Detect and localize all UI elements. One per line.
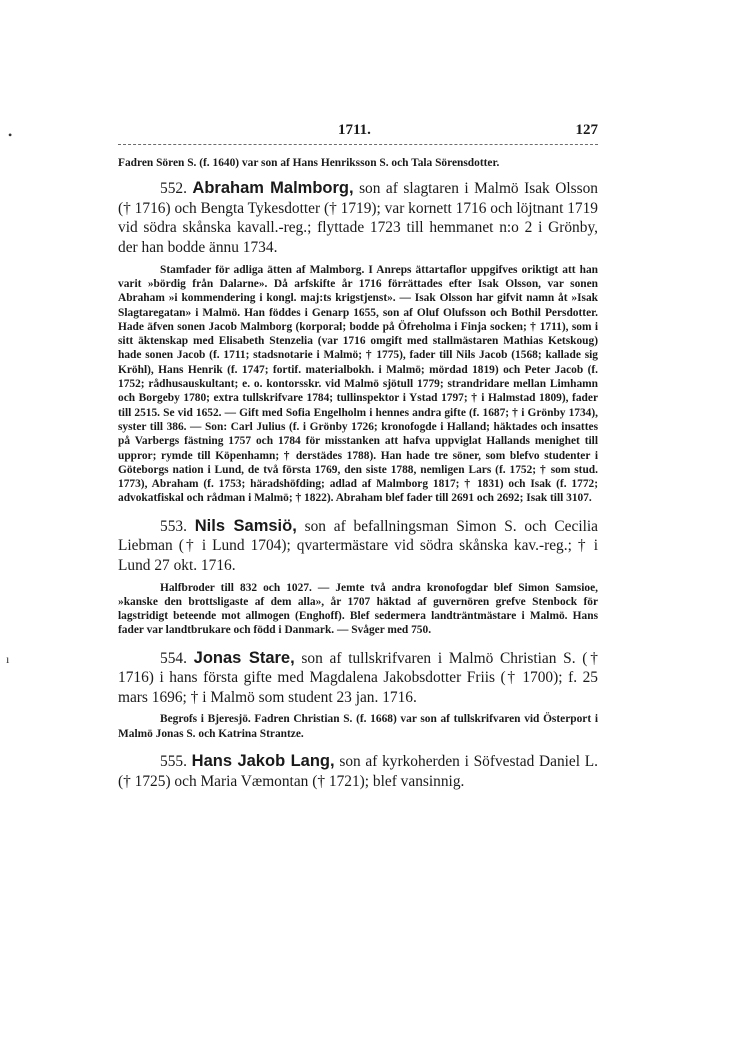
entry-552 <box>118 179 598 257</box>
page-text <box>118 156 598 791</box>
entry-555 <box>118 752 598 791</box>
margin-mark: • <box>8 128 13 142</box>
entry-name: Abraham Malmborg, <box>192 179 354 198</box>
entry-number: 554. <box>160 649 187 667</box>
entry-body: son af befallningsman Simon S. och Cecilia Liebman († i Lund 1704); qvartermästare vid södra skånska kav.-reg.; † i Lund 27 okt. 1716. <box>118 517 598 574</box>
entry-name: Hans Jakob Lang, <box>191 752 335 771</box>
header-year: 1711. <box>338 122 371 138</box>
entry-name: Jonas Stare, <box>193 648 295 667</box>
header-rule <box>118 144 598 145</box>
entry-body: son af tullskrifvaren i Malmö Christian S. († 1716) i hans första gifte med Magdalena Jakobsdotter Friis († 1700); f. 25 mars 1696; † i Malmö som student 23 jan. 1716. <box>118 649 598 706</box>
entry-body: son af kyrkoherden i Söfvestad Daniel L. († 1725) och Maria Væmontan († 1721); blef vansinnig. <box>118 753 598 790</box>
entry-note: Begrofs i Bjeresjö. Fadren Christian S. (f. 1668) var son af tullskrifvaren vid Österport i Malmö Jonas S. och Katrina Strantze. <box>118 713 598 740</box>
entry-553 <box>118 517 598 576</box>
entry-number: 555. <box>160 753 187 771</box>
entry-name: Nils Samsiö, <box>194 516 297 535</box>
page-number: 127 <box>575 122 598 138</box>
page-header <box>118 116 598 150</box>
entry-note: Stamfader för adliga ätten af Malmborg. I Anreps ättartaflor uppgifves oriktigt att han varit »bördig från Dalarne». Då arfskifte år 1716 förrättades efter Isak Olsson, var sonen Abraham »i kommendering i kongl. maj:ts krigstjenst». — Isak Olsson har gifvit namn åt »Isak Slagtaregatan» i Malmö. Han föddes i Genarp 1655, son af Oluf Olufsson och Bothil Persdotter. Hade äfven sonen Jacob Malmborg (korporal; bodde på Öfreholma i Finja socken; † 1711), som i sitt äktenskap med Elisabeth Stenzelia (var 1716 omgift med stallmästaren Mathias Ketskoug) hade sonen Jacob (f. 1711; stadsnotarie i Malmö; † 1775), fader till Nils Jacob (1568; kallade sig Kröhl), Hans Henrik (f. 1747; fortif. materialbokh. i Malmö; mördad 1819) och Peter Jacob (f. 1752; rådhusauskultant; e. o. kontorsskr. vid Malmö sjötull 1779; strandridare mellan Limhamn och Borgeby 1780; extra tullskrifvare 1784; tullinspektor i Ystad 1797; † i Halmstad 1809), fader till 2515. Se vid 1652. — Gift med Sofia Engelholm i hennes andra gifte (f. 1687; † i Grönby 1734), syster till 386. — Son: Carl Julius (f. i Grönby 1726; kronofogde i Halland; häktades och insattes på Varbergs fästning 1757 och 1784 för misstanken att hafva uppviglat Hallands menighet till uppror; rymde till Köpenhamn; † derstädes 1788). Han hade tre söner, som blefvo studenter i Göteborgs nation i Lund, de två första 1769, den siste 1788, nemligen Lars (f. 1752; † som stud. 1773), Abraham (f. 1753; häradshöfding; adlad af Malmborg 1817; † 1831) och Isak (f. 1772; advokatfiskal och rådman i Malmö; † 1822). Abraham blef fader till 2691 och 2692; Isak till 3107. <box>118 263 598 505</box>
entry-note: Halfbroder till 832 och 1027. — Jemte två andra kronofogdar blef Simon Samsioe, »kanske den brottsligaste af dem alla», år 1707 häktad af guvernören grefve Stenbock för lagstridigt beteende mot allmogen (Enghoff). Blef sedermera landträntmästare i Malmö. Hans fader var landtbrukare och född i Danmark. — Svåger med 750. <box>118 581 598 637</box>
entry-body: son af slagtaren i Malmö Isak Olsson († 1716) och Bengta Tykesdotter († 1719); var kornett 1716 och löjtnant 1719 vid södra skånska kavall.-reg.; flyttade 1723 till hemmanet n:o 2 i Grönby, der han bodde ännu 1734. <box>118 180 598 257</box>
intro-note: Fadren Sören S. (f. 1640) var son af Hans Henriksson S. och Tala Sörensdotter. <box>118 157 500 169</box>
entry-number: 553. <box>160 517 187 535</box>
entry-number: 552. <box>160 180 187 198</box>
margin-mark: ı <box>6 652 10 666</box>
entry-554 <box>118 649 598 708</box>
